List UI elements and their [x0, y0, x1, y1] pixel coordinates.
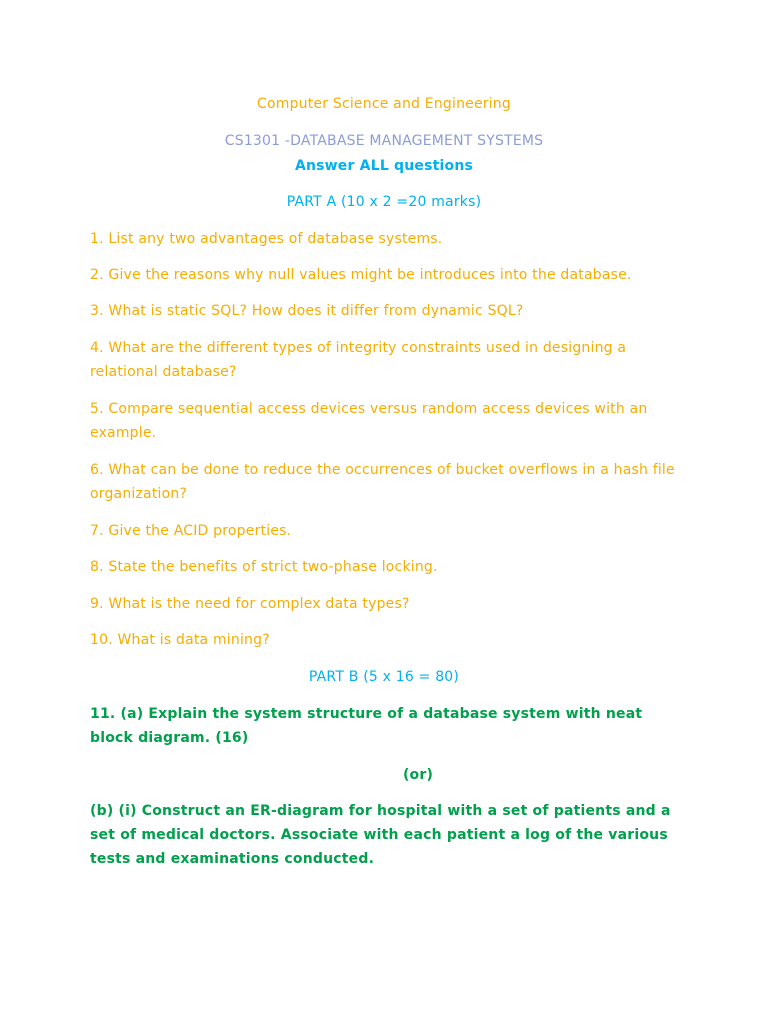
- course-title: CS1301 -DATABASE MANAGEMENT SYSTEMS: [224, 133, 544, 149]
- question-1: 1. List any two advantages of database systems.: [90, 231, 443, 247]
- department-title: Computer Science and Engineering: [257, 96, 511, 112]
- question-11a: 11. (a) Explain the system structure of a database system with neat block diagram. (16): [90, 706, 643, 746]
- question-10: 10. What is data mining?: [90, 632, 270, 648]
- part-b-heading: PART B (5 x 16 = 80): [308, 669, 460, 685]
- question-7: 7. Give the ACID properties.: [90, 523, 292, 539]
- question-9: 9. What is the need for complex data types?: [90, 596, 410, 612]
- question-3: 3. What is static SQL? How does it differ from dynamic SQL?: [90, 303, 524, 319]
- instruction-text: Answer ALL questions: [294, 158, 474, 174]
- question-11b: (b) (i) Construct an ER-diagram for hospital with a set of patients and a set of medical doctors. Associate with each patient a log of the various tests and examinations conducted.: [90, 803, 671, 867]
- or-separator: (or): [402, 767, 434, 783]
- question-4: 4. What are the different types of integrity constraints used in designing a relational database?: [90, 340, 627, 380]
- part-a-heading: PART A (10 x 2 =20 marks): [286, 194, 482, 210]
- question-8: 8. State the benefits of strict two-phase locking.: [90, 559, 438, 575]
- question-5: 5. Compare sequential access devices versus random access devices with an example.: [90, 401, 648, 441]
- question-2: 2. Give the reasons why null values might be introduces into the database.: [90, 267, 632, 283]
- question-6: 6. What can be done to reduce the occurrences of bucket overflows in a hash file organization?: [90, 462, 675, 502]
